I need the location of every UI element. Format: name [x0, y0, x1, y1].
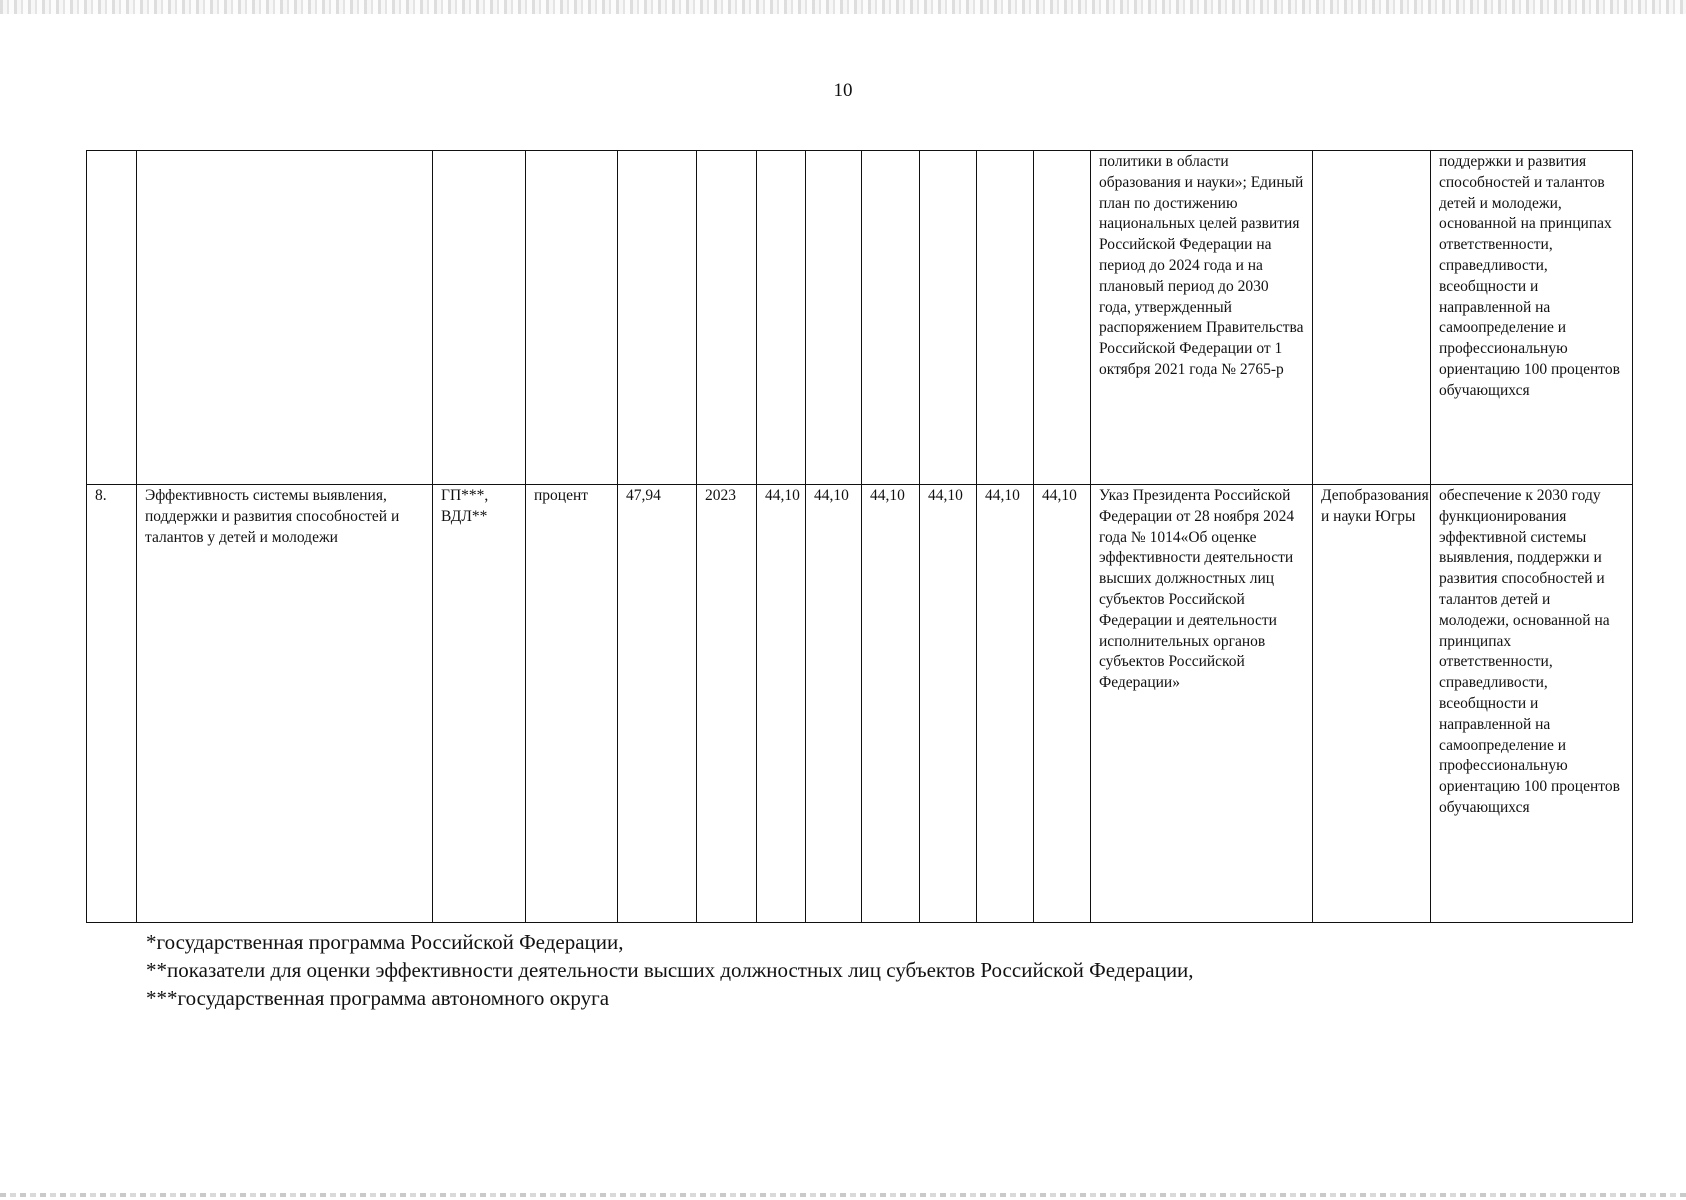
cell-responsible: [1313, 151, 1431, 485]
footnote-gp-ao: ***государственная программа автономного округа: [146, 986, 610, 1010]
scan-edge-top: [0, 0, 1686, 14]
cell-base-value: 47,94: [618, 485, 697, 923]
cell-num: [87, 151, 137, 485]
cell-value: [1034, 151, 1091, 485]
cell-system-link: обеспечение к 2030 году функционирования эффективной системы выявления, поддержки и развития способностей и талантов детей и молодежи, основанной на принципах ответственности, справедливости, всеобщности и направленной на самоопределение и профессиональную ориентацию 100 процентов обучающихся: [1431, 485, 1633, 923]
cell-value: 44,10: [806, 485, 862, 923]
footnotes: [146, 928, 1194, 1012]
cell-system-link: поддержки и развития способностей и талантов детей и молодежи, основанной на принципах ответственности, справедливости, всеобщности и направленной на самоопределение и профессиональную ориентацию 100 процентов обучающихся: [1431, 151, 1633, 485]
cell-responsible: Депобразования и науки Югры: [1313, 485, 1431, 923]
cell-value: 44,10: [977, 485, 1034, 923]
cell-document: политики в области образования и науки»; Единый план по достижению национальных целей развития Российской Федерации на период до 2024 года и на плановый период до 2030 года, утвержденный распоряжением Правительства Российской Федерации от 1 октября 2021 года № 2765-р: [1091, 151, 1313, 485]
footnote-gp: *государственная программа Российской Федерации,: [146, 930, 624, 954]
cell-value: [862, 151, 920, 485]
cell-value: 44,10: [757, 485, 806, 923]
cell-value: [920, 151, 977, 485]
cell-value: 44,10: [920, 485, 977, 923]
cell-base-value: [618, 151, 697, 485]
indicators-table: [86, 150, 1633, 923]
table-row-continuation: [87, 151, 1633, 485]
cell-num: 8.: [87, 485, 137, 923]
cell-value: 44,10: [1034, 485, 1091, 923]
cell-base-year: 2023: [697, 485, 757, 923]
table-row-8: [87, 485, 1633, 923]
cell-document: Указ Президента Российской Федерации от 28 ноября 2024 года № 1014«Об оценке эффективности деятельности высших должностных лиц субъектов Российской Федерации и деятельности исполнительных органов субъектов Российской Федерации»: [1091, 485, 1313, 923]
cell-value: [806, 151, 862, 485]
cell-level: [433, 151, 526, 485]
page-number: 10: [833, 80, 853, 101]
cell-value: 44,10: [862, 485, 920, 923]
cell-value: [757, 151, 806, 485]
cell-unit: [526, 151, 618, 485]
cell-unit: процент: [526, 485, 618, 923]
footnote-vdl: **показатели для оценки эффективности деятельности высших должностных лиц субъектов Российской Федерации,: [146, 958, 1194, 982]
cell-level: ГП***, ВДЛ**: [433, 485, 526, 923]
cell-value: [977, 151, 1034, 485]
cell-indicator-name: Эффективность системы выявления, поддержки и развития способностей и талантов у детей и молодежи: [137, 485, 433, 923]
cell-indicator-name: [137, 151, 433, 485]
scan-edge-bottom: [0, 1193, 1686, 1197]
cell-base-year: [697, 151, 757, 485]
